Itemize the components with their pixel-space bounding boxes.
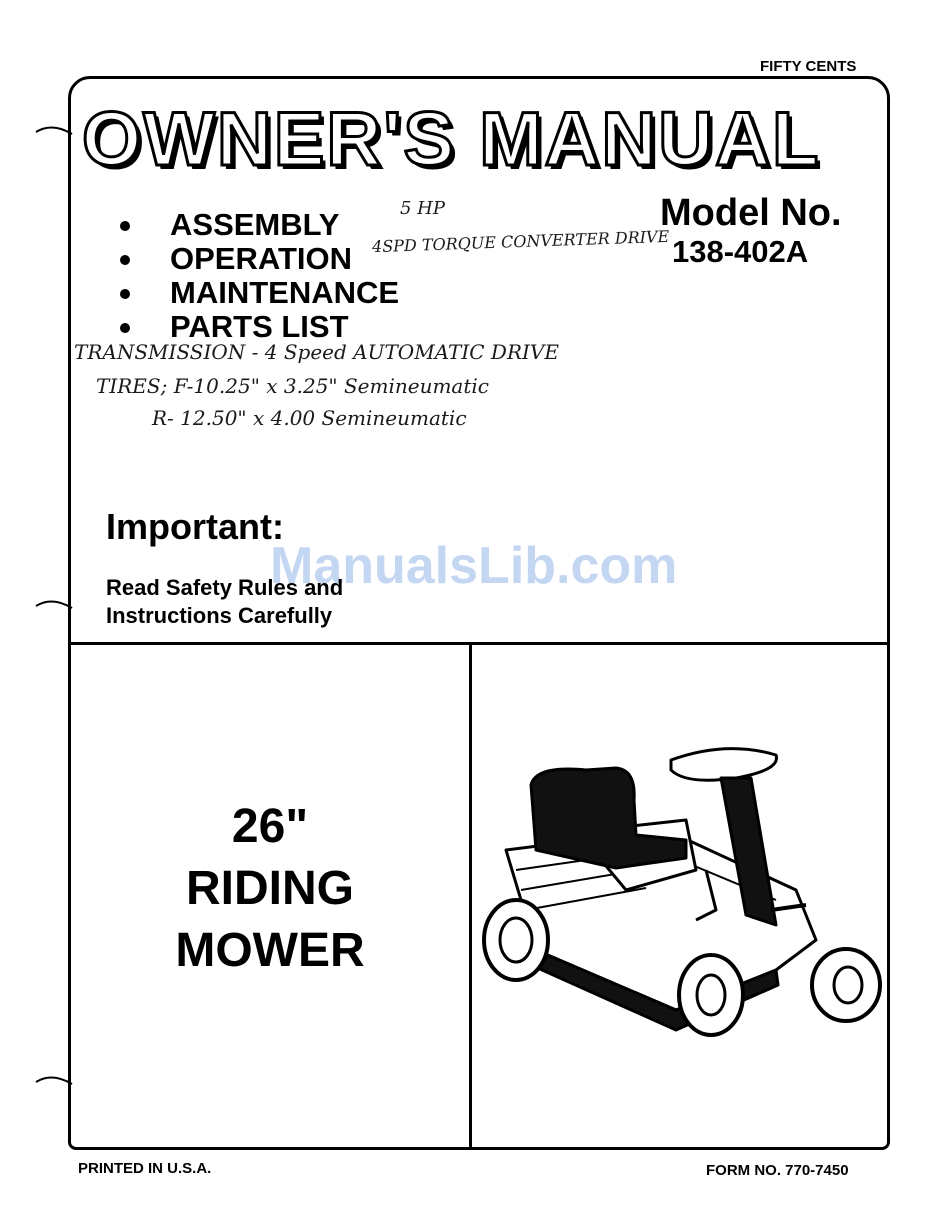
handwritten-rear-tires: R- 12.50" x 4.00 Semineumatic (152, 406, 467, 430)
list-item: OPERATION (118, 242, 399, 276)
binder-hole-mark (34, 1072, 74, 1086)
safety-notice-line: Instructions Carefully (106, 603, 333, 628)
product-line: MOWER (175, 924, 365, 977)
list-item: ASSEMBLY (118, 208, 399, 242)
handwritten-transmission: TRANSMISSION - 4 Speed AUTOMATIC DRIVE (74, 340, 559, 364)
bullet-icon (120, 221, 130, 231)
printed-in-label: PRINTED IN U.S.A. (78, 1160, 212, 1177)
watermark: ManualsLib.com (270, 537, 678, 595)
list-item: PARTS LIST (118, 310, 399, 344)
product-line: RIDING (186, 862, 354, 915)
handwritten-front-tires: TIRES; F-10.25" x 3.25" Semineumatic (96, 374, 489, 398)
manual-title: OWNER'S MANUAL (82, 97, 821, 182)
price-label: FIFTY CENTS (760, 58, 857, 75)
safety-notice-line: Read Safety Rules and (106, 575, 344, 600)
riding-mower-illustration (476, 740, 886, 1040)
important-heading: Important: (106, 506, 284, 547)
list-item: MAINTENANCE (118, 276, 399, 310)
model-label: Model No. (660, 192, 842, 234)
binder-hole-mark (34, 596, 74, 610)
handwritten-hp: 5 HP (400, 198, 445, 219)
product-size: 26" (231, 800, 309, 853)
divider (68, 642, 890, 645)
model-number: 138-402A (672, 234, 809, 269)
bullet-icon (120, 255, 130, 265)
product-name (70, 796, 470, 982)
contents-list (118, 208, 399, 344)
safety-notice (106, 574, 343, 630)
handwritten-drive: 4SPD TORQUE CONVERTER DRIVE (371, 226, 670, 257)
form-number: FORM NO. 770-7450 (706, 1162, 849, 1179)
bullet-icon (120, 323, 130, 333)
binder-hole-mark (34, 122, 74, 136)
bullet-icon (120, 289, 130, 299)
